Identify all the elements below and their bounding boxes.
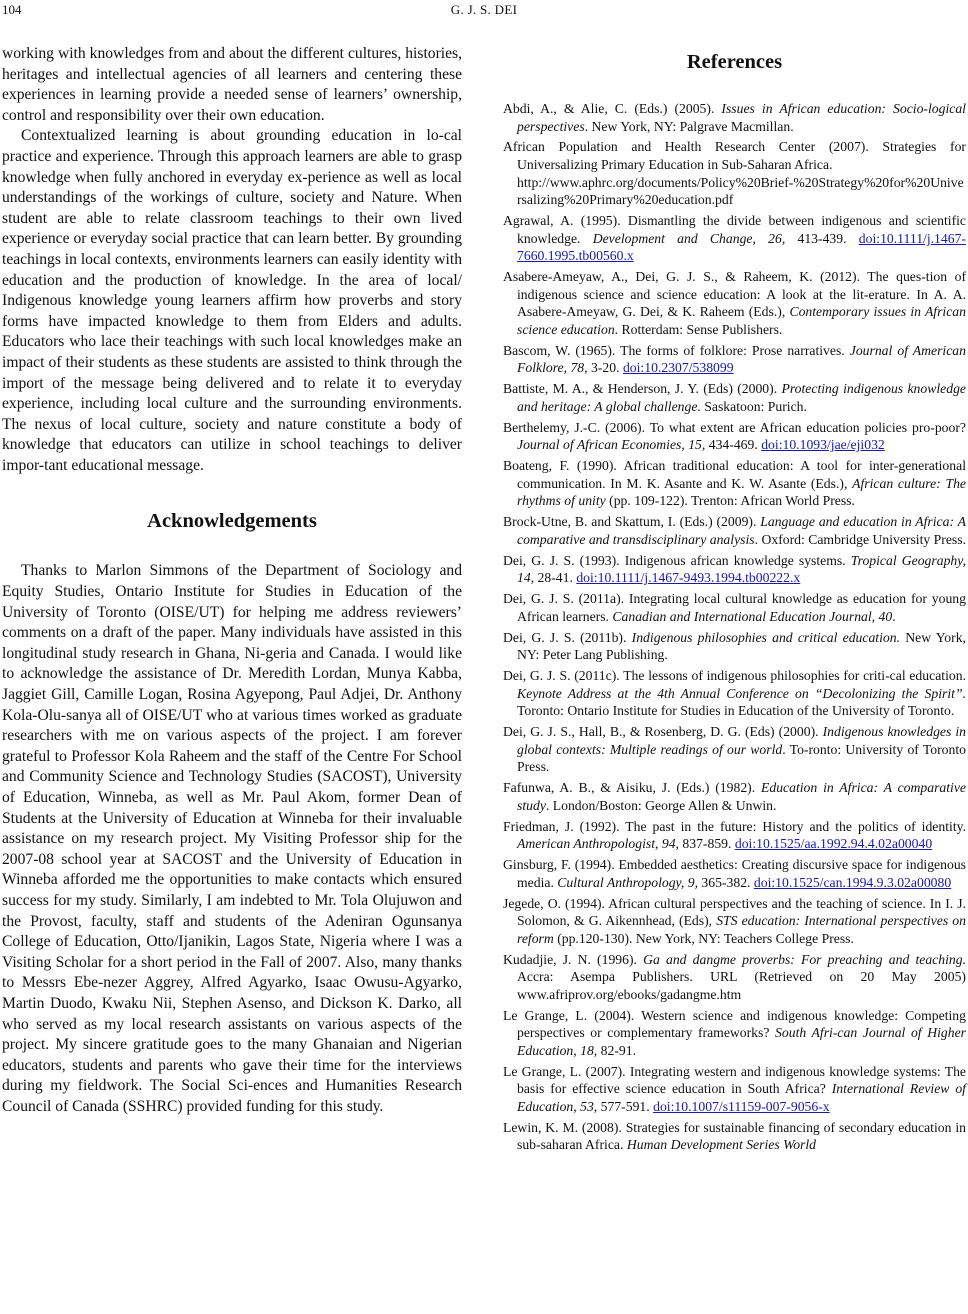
- reference-title: Issues in African education: Socio-logical perspectives: [517, 101, 966, 134]
- reference-title: Indigenous philosophies and critical education.: [631, 629, 901, 645]
- reference-text: . New York, NY: Palgrave Macmillan.: [584, 118, 794, 134]
- reference-text: 28-41.: [534, 570, 577, 586]
- reference-item: [503, 818, 966, 853]
- reference-text: 837-859.: [678, 836, 732, 852]
- reference-title: Journal of American Folklore, 78,: [517, 342, 966, 376]
- reference-item: [503, 856, 966, 891]
- reference-text: Dei, G. J. S. (2011a). Integrating local cultural knowledge as education for young African learners.: [503, 591, 966, 624]
- body-paragraph: Contextualized learning is about grounding education in lo-cal practice and experience. Through this approach learners are able to grasp knowledge when fully anchored in everyday ex-perience as well as local understandings of the workings of culture, society and Nature. When student are able to relate classroom teachings to their own lived experience or everyday social practice that can learn better. By grounding teachings in local contexts, environments learners can easily identity with education and the production of knowledge. In the area of local/ Indigenous knowledge young learners affirm how proverbs and story forms have impacted knowledge to them from Elders and adults. Educators who lace their teachings with such local knowledges make an impact of their students as these students are assisted to think through the import of the message being delivered and to relate it to everyday experience, including local culture and the surrounding environments. The nexus of local culture, society and nature constitute a body of knowledge that educators can utilize in school teachings to deliver impor-tant educational message.: [2, 127, 462, 474]
- reference-item: [503, 629, 966, 664]
- running-head: G. J. S. DEI: [450, 2, 518, 17]
- reference-text: Boateng, F. (1990). African traditional education: A tool for inter-generational communication. In M. K. Asante and K. W. Asante (Eds.),: [503, 458, 966, 491]
- reference-item: [503, 779, 966, 814]
- reference-list: [503, 100, 966, 1154]
- reference-title: Canadian and International Education Journal, 40: [612, 608, 893, 624]
- reference-item: [503, 100, 966, 135]
- acknowledgements-text: Thanks to Marlon Simmons of the Department of Sociology and Equity Studies, Ontario Institute for Studies in Education of the University of Toronto (OISE/UT) for helping me address reviewers’ comments on a draft of the paper. Many individuals have assisted in this longitudinal study research in Ghana, Ni-geria and Canada. I would like to acknowledge the assistance of Dr. Meredith Lordan, Munya Kabba, Jaggiet Gill, Camille Logan, Rosina Agyepong, Paul Adjei, Dr. Anthony Kola-Olu-sanya all of OISE/UT who at various times worked as graduate researchers with me on various aspects of the project. I am forever grateful to Professor Kola Raheem and the staff of the Centre For School and Community Science and Technology Studies (SACOST), University of Education, Winneba, as well as Mr. Paul Akom, former Dean of Students at the University of Education at Winneba for their invaluable assistance on my research project. My Visiting Professor ship for the 2007-08 school year at SACOST and the University of Education in Winneba afforded me the opportunities to make contacts which ensured success for my study. Similarly, I am indebted to Mr. Tola Olujuwon and the Provost, faculty, staff and students of the Adeniran Ogunsanya College of Education, Otto/Ijanikin, Lagos State, Nigeria where I was a Visiting Scholar for a short period in the Fall of 2007. Also, many thanks to Messrs Ebe-nezer Aggrey, Alfred Agyarko, Isaac Owusu-Agyarko, Martin Duodo, Kwaku Nii, Stephen Asenso, and Dickson K. Darko, all who served as my local research assistants on various aspects of the project. My sincere gratitude goes to the many Ghanaian and Nigerian educators, students and parents who gave their time for the interviews during my fieldwork. The Social Sci-ences and Humanities Research Council of Canada (SSHRC) provided funding for this study.: [2, 562, 462, 1115]
- reference-url[interactable]: http://www.aphrc.org/documents/Policy%20Brief-%20Strategy%20for%20Universalizing%20Primary%20education.pdf: [517, 174, 964, 208]
- reference-text: Friedman, J. (1992). The past in the future: History and the politics of identity.: [503, 818, 966, 834]
- reference-item: [503, 138, 966, 208]
- reference-text: Le Grange, L. (2004). Western science and indigenous knowledge: Competing perspectives or complementary frameworks?: [503, 1007, 966, 1041]
- reference-item: [503, 590, 966, 625]
- reference-title: Journal of African Economies, 15,: [517, 437, 706, 453]
- reference-title: Language and education in Africa: A comparative and transdisciplinary analysis: [517, 514, 966, 547]
- page-header: [0, 0, 968, 24]
- doi-link[interactable]: doi:10.1525/aa.1992.94.4.02a00040: [734, 836, 933, 852]
- reference-text: 3-20.: [587, 360, 623, 376]
- reference-title: Human Development Series World: [626, 1137, 817, 1153]
- reference-item: [503, 1119, 966, 1154]
- doi-link[interactable]: doi:10.1093/jae/eji032: [761, 437, 885, 453]
- reference-text: Asabere-Ameyaw, A., Dei, G. J. S., & Raheem, K. (2012). The ques-tion of indigenous science and science education: A look at the lit-erature. In A. A. Asabere-Ameyaw, G. Dei, & K. Raheem (Eds.),: [503, 269, 966, 320]
- reference-text: Brock-Utne, B. and Skattum, I. (Eds.) (2009).: [503, 514, 761, 530]
- reference-title: Cultural Anthropology, 9,: [557, 874, 698, 890]
- reference-text: Accra: Asempa Publishers. URL (Retrieved on 20 May 2005) www.afriprov.org/ebooks/gadangme.htm: [517, 969, 966, 1002]
- reference-item: [503, 895, 966, 948]
- reference-title: STS education: International perspectives on reform: [517, 913, 966, 946]
- reference-text: . Rotterdam: Sense Publishers.: [614, 321, 783, 337]
- doi-link[interactable]: doi:10.1111/j.1467-7660.1995.tb00560.x: [517, 230, 966, 264]
- reference-title: South Afri-can Journal of Higher Education, 18,: [517, 1025, 966, 1058]
- reference-item: [503, 667, 966, 720]
- reference-item: [503, 552, 966, 587]
- references-heading: References: [686, 51, 783, 73]
- reference-title: International Review of Education, 53,: [517, 1081, 966, 1114]
- reference-text: Dei, G. J. S. (2011b).: [503, 629, 632, 645]
- doi-link[interactable]: doi:10.1525/can.1994.9.3.02a00080: [753, 874, 952, 890]
- reference-text: Kudadjie, J. N. (1996).: [503, 951, 644, 967]
- body-paragraph: working with knowledges from and about the different cultures, histories, heritages and intellectual agencies of all learners and centering these experiences in learning provide a needed sense of learners’ ownership, control and responsibility over their own education.: [2, 45, 462, 124]
- reference-text: Dei, G. J. S. (2011c). The lessons of indigenous philosophies for criti-cal education.: [503, 668, 966, 684]
- references-column: [503, 44, 966, 1157]
- reference-text: 82-91.: [597, 1042, 636, 1058]
- left-column: [2, 44, 462, 1118]
- reference-title: Keynote Address at the 4th Annual Conference on “Decolonizing the Spirit”.: [517, 685, 966, 701]
- reference-title: Development and Change, 26,: [592, 230, 786, 246]
- reference-text: Jegede, O. (1994). African cultural perspectives and the teaching of science. In I. J. Solomon, & G. Aikennhead, (Eds),: [503, 895, 966, 929]
- reference-item: [503, 268, 966, 338]
- reference-title: Indigenous knowledges in global contexts: Multiple readings of our world: [517, 724, 966, 757]
- reference-title: Protecting indigenous knowledge and heritage: A global challenge.: [517, 381, 966, 414]
- reference-text: . Oxford: Cambridge University Press.: [754, 531, 966, 547]
- reference-item: [503, 1007, 966, 1060]
- reference-text: Fafunwa, A. B., & Aisiku, J. (Eds.) (1982).: [503, 780, 761, 796]
- reference-text: African Population and Health Research Center (2007). Strategies for Universalizing Primary Education in Sub-Saharan Africa.: [503, 139, 966, 173]
- acknowledgements-heading: Acknowledgements: [147, 510, 317, 533]
- reference-item: [503, 419, 966, 454]
- reference-item: [503, 212, 966, 265]
- reference-item: [503, 723, 966, 776]
- reference-text: . To-ronto: University of Toronto Press.: [517, 741, 966, 775]
- reference-text: 413-439.: [785, 230, 847, 246]
- reference-text: Berthelemy, J.-C. (2006). To what extent are African education policies pro-poor?: [503, 419, 966, 435]
- reference-text: 434-469.: [705, 437, 758, 453]
- doi-link[interactable]: doi:10.1007/s11159-007-9056-x: [653, 1098, 830, 1114]
- doi-link[interactable]: doi:10.1111/j.1467-9493.1994.tb00222.x: [576, 570, 801, 586]
- reference-item: [503, 380, 966, 415]
- reference-text: . London/Boston: George Allen & Unwin.: [545, 797, 777, 813]
- page-number: 104: [2, 2, 22, 17]
- reference-item: [503, 457, 966, 510]
- reference-text: Dei, G. J. S. (1993). Indigenous african knowledge systems.: [503, 552, 851, 568]
- reference-title: Tropical Geography, 14,: [517, 552, 967, 586]
- reference-title: Education in Africa: A comparative study: [517, 780, 966, 813]
- reference-item: [503, 951, 966, 1004]
- reference-text: Dei, G. J. S., Hall, B., & Rosenberg, D. G. (Eds) (2000).: [503, 724, 823, 740]
- reference-title: Ga and dangme proverbs: For preaching and teaching.: [643, 951, 967, 967]
- reference-text: Battiste, M. A., & Henderson, J. Y. (Eds) (2000).: [503, 381, 782, 397]
- reference-title: African culture: The rhythms of unity: [517, 475, 966, 509]
- reference-text: (pp. 109-122). Trenton: African World Press.: [605, 493, 855, 509]
- reference-text: Le Grange, L. (2007). Integrating western and indigenous knowledge systems: The basis for effective science education in South Africa?: [503, 1063, 966, 1097]
- reference-text: Abdi, A., & Alie, C. (Eds.) (2005).: [503, 101, 722, 116]
- reference-text: Saskatoon: Purich.: [700, 398, 807, 414]
- doi-link[interactable]: doi:10.2307/538099: [622, 360, 734, 376]
- reference-text: Lewin, K. M. (2008). Strategies for sustainable financing of secondary education in sub-saharan Africa.: [503, 1119, 966, 1153]
- reference-text: Ginsburg, F. (1994). Embedded aesthetics: Creating discursive space for indigenous media.: [503, 857, 966, 890]
- reference-item: [503, 513, 966, 548]
- reference-item: [503, 342, 966, 377]
- reference-text: (pp.120-130). New York, NY: Teachers College Press.: [553, 930, 854, 946]
- reference-title: American Anthropologist, 94,: [517, 836, 679, 852]
- reference-text: 365-382.: [698, 874, 751, 890]
- reference-item: [503, 1063, 966, 1116]
- reference-text: Toronto: Ontario Institute for Studies in Education of the University of Toronto.: [517, 703, 955, 719]
- reference-title: Contemporary issues in African science education: [517, 304, 966, 337]
- reference-text: New York, NY: Peter Lang Publishing.: [517, 629, 966, 663]
- reference-text: .: [892, 608, 896, 624]
- reference-text: 577-591.: [597, 1098, 650, 1114]
- reference-text: Agrawal, A. (1995). Dismantling the divide between indigenous and scientific knowledge.: [503, 213, 966, 246]
- reference-text: Bascom, W. (1965). The forms of folklore: Prose narratives.: [503, 342, 850, 358]
